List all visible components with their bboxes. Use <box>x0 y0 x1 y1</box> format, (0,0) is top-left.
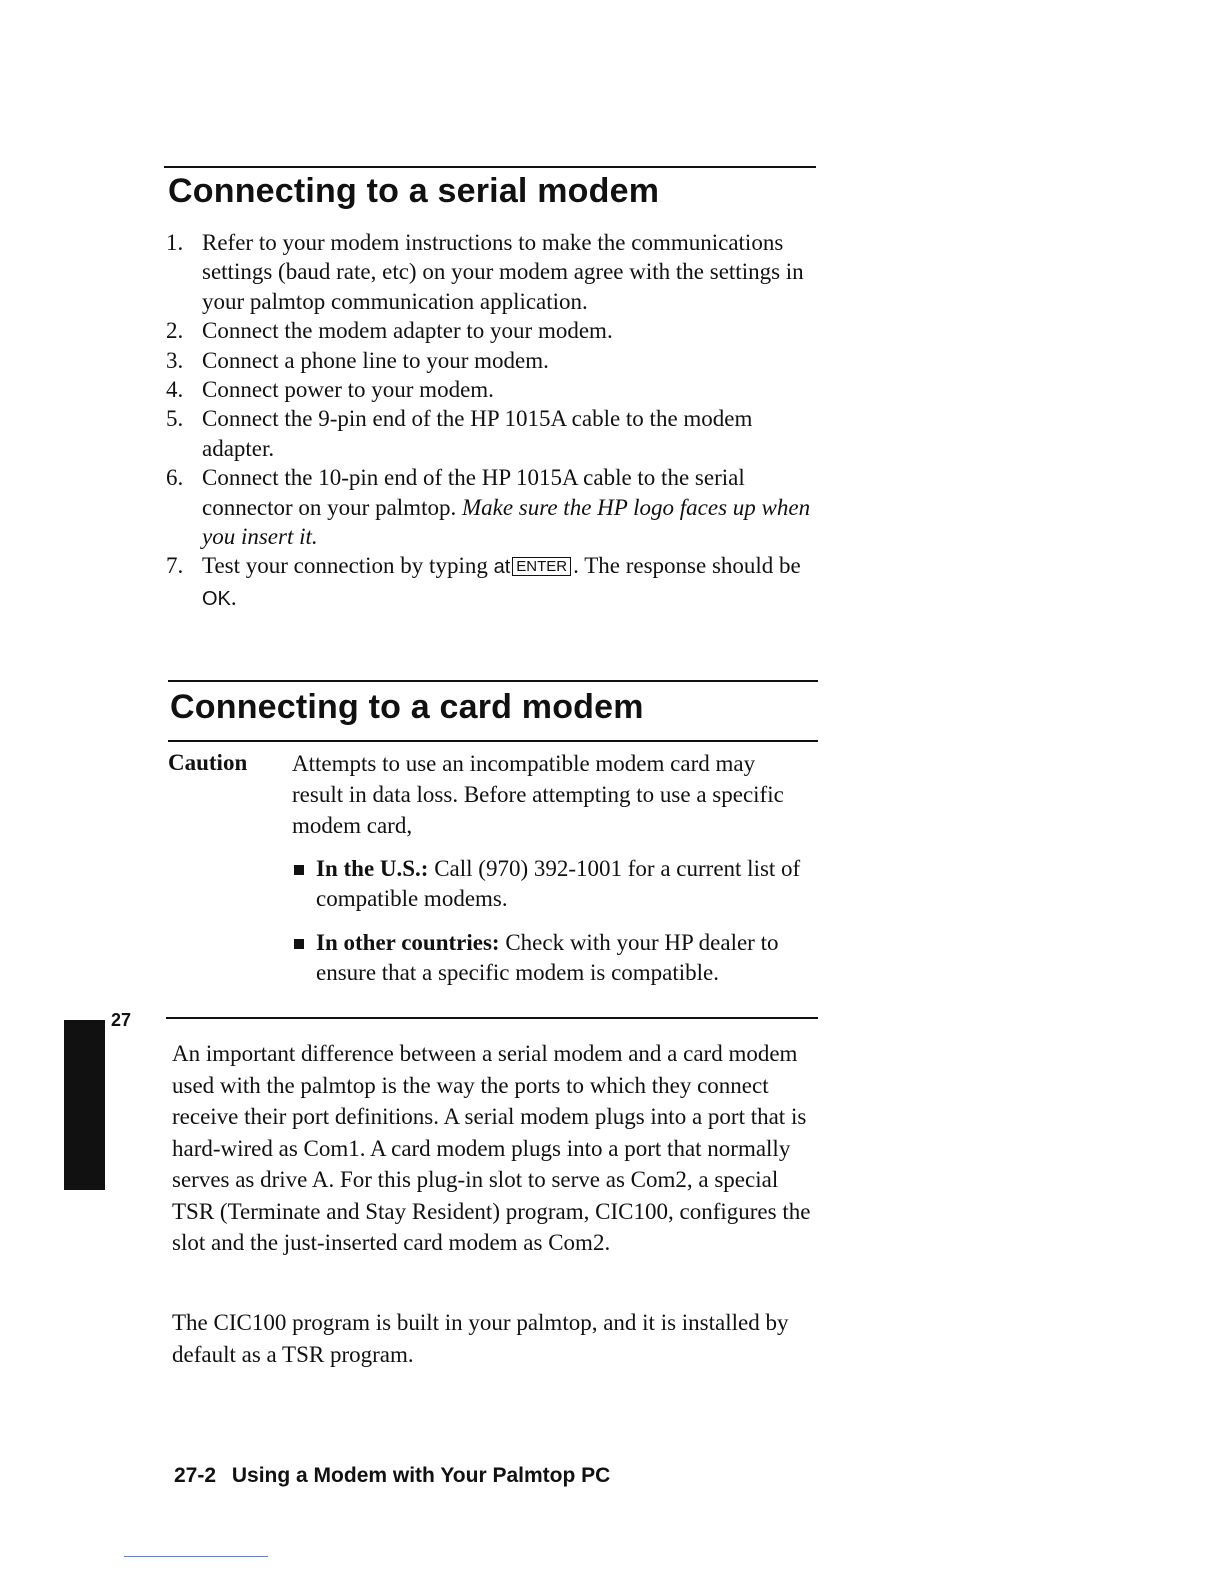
step-text: Connect a phone line to your modem. <box>202 347 549 373</box>
step-number: 1. <box>166 230 184 255</box>
serial-steps-list <box>166 228 826 614</box>
step-text: Connect the modem adapter to your modem. <box>202 318 613 344</box>
step-text: Refer to your modem instructions to make the communications settings (baud rate, etc) on your modem agree with the settings in your palmtop communication application. <box>202 230 804 314</box>
heading-serial-modem: Connecting to a serial modem <box>168 172 660 210</box>
caution-bottom-rule <box>166 1017 818 1019</box>
caution-top-rule <box>168 740 818 742</box>
step-number: 6. <box>166 465 184 491</box>
list-item <box>166 346 826 375</box>
enter-key-icon: ENTER <box>512 557 571 576</box>
command-text: at <box>493 556 511 579</box>
step-number: 7. <box>166 553 184 579</box>
caution-label: Caution <box>168 750 248 775</box>
list-item <box>166 404 826 463</box>
bullet-text: Check with your HP dealer to ensure that a specific modem is compatible. <box>316 930 779 985</box>
step-text-end: . <box>230 584 237 610</box>
step-text: Test your connection by typing <box>202 553 488 579</box>
bullet-square-icon <box>294 865 304 875</box>
page-number: 27-2 <box>174 1464 217 1487</box>
list-item <box>292 854 822 914</box>
list-item <box>166 551 826 614</box>
step-number: 3. <box>166 347 184 373</box>
bullet-text: Call (970) 392-1001 for a current list of compatible modems. <box>316 856 801 911</box>
chapter-tab-marker <box>64 1020 105 1190</box>
list-item <box>166 463 826 551</box>
bullet-square-icon <box>294 939 304 949</box>
body-paragraph: An important difference between a serial modem and a card modem used with the palmtop is the way the ports to which they connect receive their port definitions. A serial modem plugs into a port that is hard-wired as Com1. A card modem plugs into a port that normally serves as drive A. For this plug-in slot to serve as Com2, a special TSR (Terminate and Stay Resident) program, CIC100, configures the slot and the just-inserted card modem as Com2. <box>172 1041 811 1255</box>
section-rule-card <box>168 680 818 682</box>
chapter-tab-number: 27 <box>111 1010 132 1030</box>
body-paragraph: The CIC100 program is built in your palmtop, and it is installed by default as a TSR program. <box>172 1310 789 1367</box>
list-item <box>166 228 826 316</box>
list-item <box>166 316 826 345</box>
caution-bullets <box>292 854 822 1002</box>
step-text: Connect power to your modem. <box>202 377 494 403</box>
bullet-lead: In the U.S.: <box>316 856 429 881</box>
bullet-lead: In other countries: <box>316 930 500 955</box>
chapter-title: Using a Modem with Your Palmtop PC <box>231 1464 611 1487</box>
step-emphasis: Make sure the HP logo faces up when you insert it. <box>202 494 811 550</box>
list-item <box>292 928 822 988</box>
caution-text: Attempts to use an incompatible modem card may result in data loss. Before attempting to use a specific modem card, <box>292 751 784 838</box>
step-number: 2. <box>166 318 184 344</box>
step-text: Connect the 9-pin end of the HP 1015A cable to the modem adapter. <box>202 406 753 461</box>
step-number: 4. <box>166 377 184 403</box>
bottom-divider <box>124 1556 268 1557</box>
response-text: OK <box>202 587 231 610</box>
step-text: Connect the 10-pin end of the HP 1015A cable to the serial connector on your palmtop. <box>202 465 745 520</box>
step-number: 5. <box>166 406 184 432</box>
section-rule-serial <box>164 166 816 168</box>
step-text: . The response should be <box>573 553 801 579</box>
list-item <box>166 375 826 404</box>
page-footer <box>174 1464 610 1488</box>
heading-card-modem: Connecting to a card modem <box>170 688 644 726</box>
